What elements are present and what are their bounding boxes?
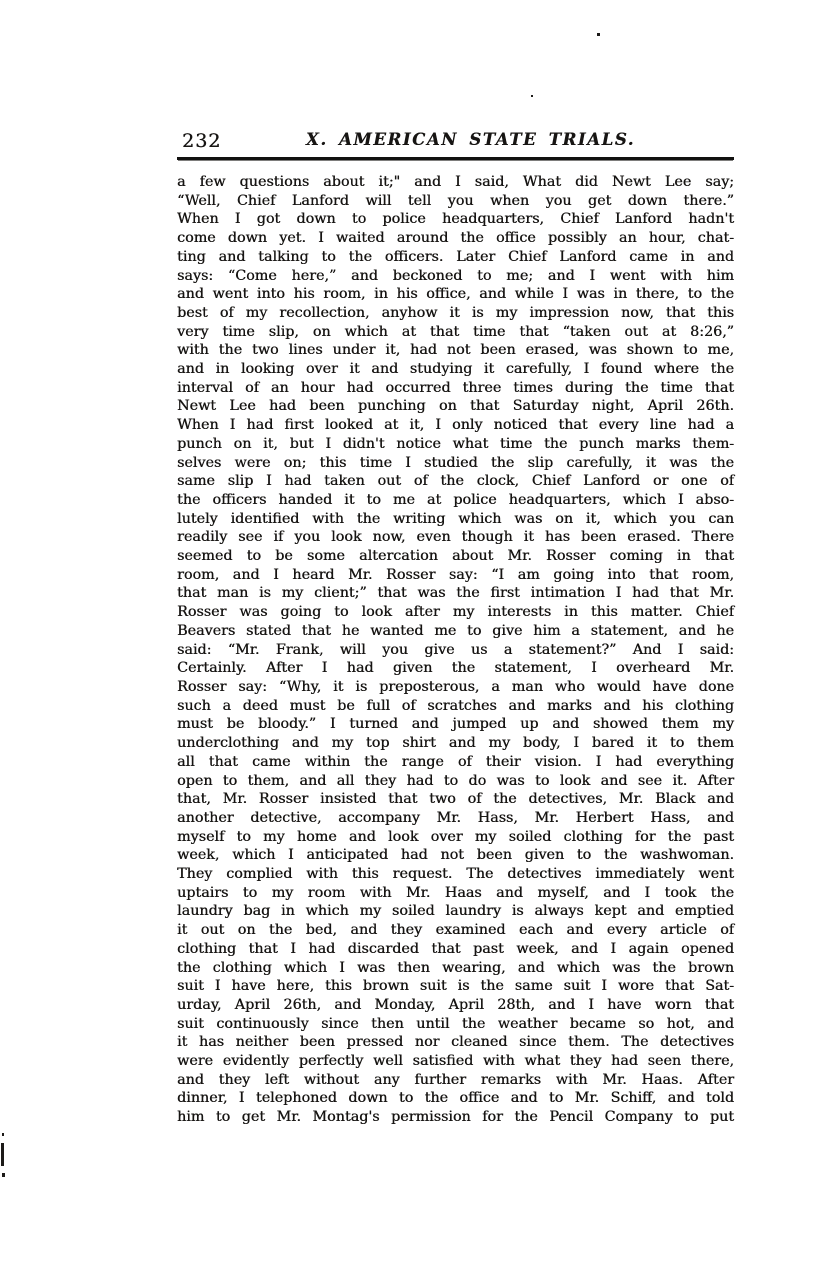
text-line: dinner, I telephoned down to the office and to Mr. Schiff, and told [177, 1090, 734, 1107]
text-line: selves were on; this time I studied the slip carefully, it was the [177, 454, 734, 471]
text-line: and they left without any further remarks with Mr. Haas. After [177, 1071, 734, 1088]
text-line: clothing that I had discarded that past week, and I again opened [177, 940, 734, 957]
text-line: very time slip, on which at that time that “taken out at 8:26,” [177, 323, 734, 340]
text-line: another detective, accompany Mr. Hass, Mr. Herbert Hass, and [177, 809, 734, 826]
text-line: suit I have here, this brown suit is the same suit I wore that Sat- [177, 978, 734, 995]
text-line: that man is my client;” that was the first intimation I had that Mr. [177, 585, 734, 602]
text-line: him to get Mr. Montag's permission for the Pencil Company to put [177, 1109, 734, 1126]
scan-artifact [2, 1173, 5, 1177]
page-number: 232 [182, 130, 222, 152]
text-line: When I got down to police headquarters, Chief Lanford hadn't [177, 211, 734, 228]
running-title: X. AMERICAN STATE TRIALS. [305, 130, 636, 149]
text-line: When I had first looked at it, I only noticed that every line had a [177, 417, 734, 434]
text-line: underclothing and my top shirt and my body, I bared it to them [177, 735, 734, 752]
scan-artifact [2, 1133, 4, 1136]
text-line: interval of an hour had occurred three times during the time that [177, 379, 734, 396]
text-line: urday, April 26th, and Monday, April 28th, and I have worn that [177, 996, 734, 1013]
scan-artifact [597, 33, 600, 36]
text-line: Certainly. After I had given the statement, I overheard Mr. [177, 660, 734, 677]
text-line: open to them, and all they had to do was to look and see it. After [177, 772, 734, 789]
text-line: week, which I anticipated had not been given to the washwoman. [177, 847, 734, 864]
header-rule [177, 157, 734, 160]
text-line: the clothing which I was then wearing, and which was the brown [177, 959, 734, 976]
text-line: laundry bag in which my soiled laundry is always kept and emptied [177, 903, 734, 920]
text-line: room, and I heard Mr. Rosser say: “I am going into that room, [177, 566, 734, 583]
text-line: with the two lines under it, had not been erased, was shown to me, [177, 342, 734, 359]
text-line: it has neither been pressed nor cleaned since them. The detectives [177, 1034, 734, 1051]
text-column [177, 130, 734, 1127]
body-text [177, 173, 734, 1127]
text-line: ting and talking to the officers. Later Chief Lanford came in and [177, 248, 734, 265]
text-line: lutely identified with the writing which was on it, which you can [177, 510, 734, 527]
text-line: uptairs to my room with Mr. Haas and myself, and I took the [177, 884, 734, 901]
text-line: Rosser say: “Why, it is preposterous, a man who would have done [177, 678, 734, 695]
scan-artifact [1, 1143, 4, 1166]
text-line: and in looking over it and studying it carefully, I found where the [177, 361, 734, 378]
text-line: a few questions about it;" and I said, What did Newt Lee say; [177, 174, 734, 190]
text-line: the officers handed it to me at police headquarters, which I abso- [177, 491, 734, 508]
text-line: seemed to be some altercation about Mr. Rosser coming in that [177, 548, 734, 565]
text-line: suit continuously since then until the weather became so hot, and [177, 1015, 734, 1032]
text-line: were evidently perfectly well satisfied with what they had seen there, [177, 1053, 734, 1070]
text-line: all that came within the range of their vision. I had everything [177, 753, 734, 770]
text-line: Newt Lee had been punching on that Saturday night, April 26th. [177, 398, 734, 415]
text-line: myself to my home and look over my soiled clothing for the past [177, 828, 734, 845]
text-line: same slip I had taken out of the clock, Chief Lanford or one of [177, 473, 734, 490]
text-line: Beavers stated that he wanted me to give him a statement, and he [177, 622, 734, 639]
text-line: best of my recollection, anyhow it is my impression now, that this [177, 304, 734, 321]
text-line: readily see if you look now, even though it has been erased. There [177, 529, 734, 546]
text-line: punch on it, but I didn't notice what time the punch marks them- [177, 435, 734, 452]
text-line: come down yet. I waited around the office possibly an hour, chat- [177, 230, 734, 247]
text-line: “Well, Chief Lanford will tell you when you get down there.” [177, 192, 734, 209]
text-line: They complied with this request. The detectives immediately went [177, 866, 734, 883]
text-line: must be bloody.” I turned and jumped up and showed them my [177, 716, 734, 733]
text-line: it out on the bed, and they examined each and every article of [177, 922, 734, 939]
text-line: that, Mr. Rosser insisted that two of the detectives, Mr. Black and [177, 791, 734, 808]
text-line: such a deed must be full of scratches and marks and his clothing [177, 697, 734, 714]
text-line: said: “Mr. Frank, will you give us a statement?” And I said: [177, 641, 734, 658]
text-line: Rosser was going to look after my interests in this matter. Chief [177, 604, 734, 621]
page-header [177, 130, 734, 154]
text-line: and went into his room, in his office, and while I was in there, to the [177, 286, 734, 303]
text-line: says: “Come here,” and beckoned to me; and I went with him [177, 267, 734, 284]
scan-artifact [531, 95, 533, 97]
